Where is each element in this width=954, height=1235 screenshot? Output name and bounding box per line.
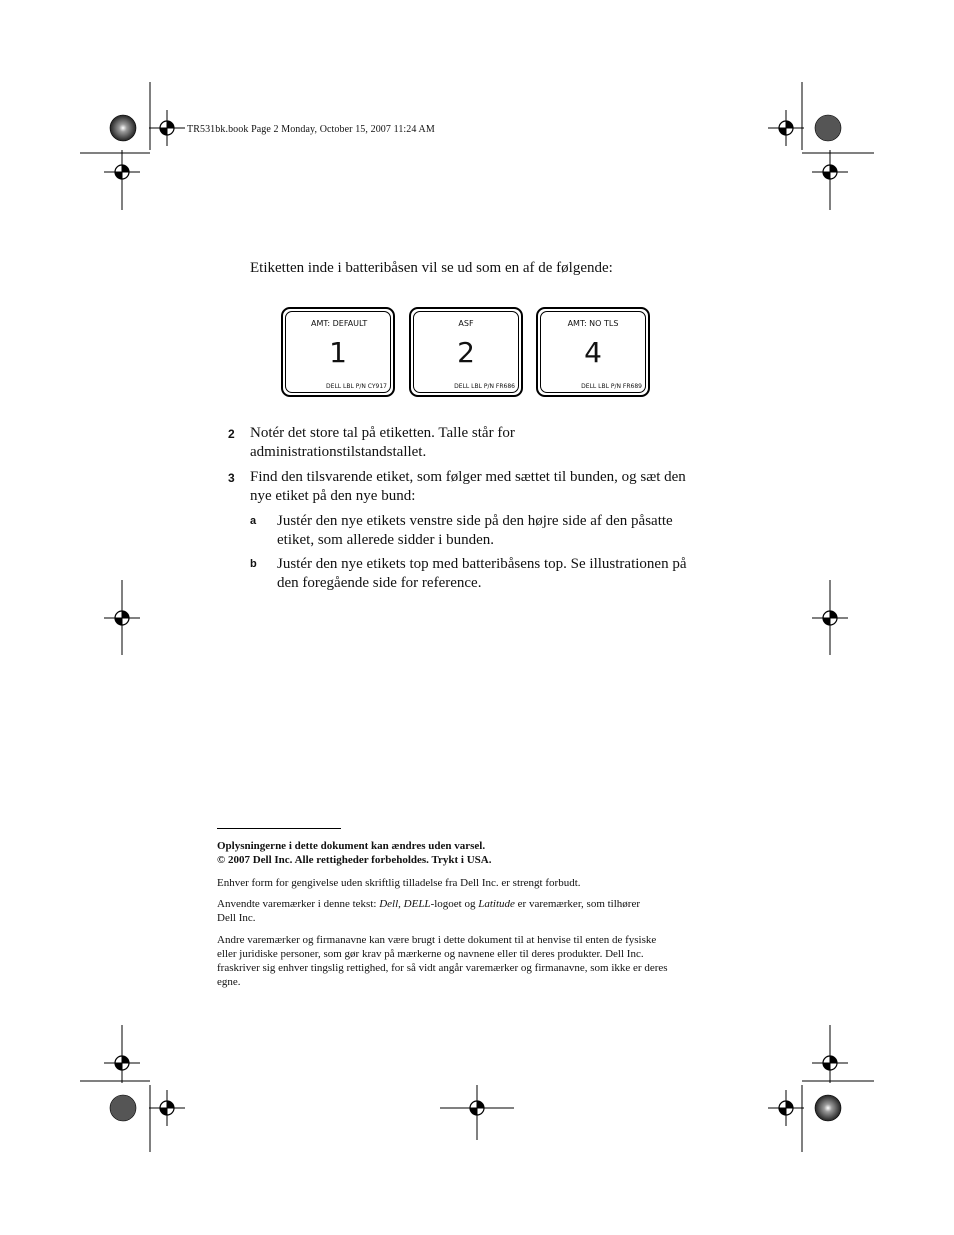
label-mode: AMT: DEFAULT (311, 319, 368, 328)
step-number: 2 (228, 427, 235, 441)
label-mode: ASF (458, 319, 474, 328)
label-part-number: DELL LBL P/N CY917 (326, 383, 387, 390)
label-card-3 (536, 307, 650, 397)
label-number: 1 (329, 336, 347, 369)
starburst-icon (815, 115, 841, 141)
starburst-icon (815, 1095, 841, 1121)
footnote-separator (217, 828, 341, 829)
intro-text: Etiketten inde i batteribåsen vil se ud som en af de følgende: (250, 260, 613, 276)
label-part-number: DELL LBL P/N FR686 (454, 383, 515, 390)
substep-letter: a (250, 515, 257, 527)
label-card-2 (409, 307, 523, 397)
notice-other-trademarks: Andre varemærker og firmanavne kan være brugt i dette dokument til at henvise til enten de fysiske eller juridiske personer, som gør krav på mærkerne og navnene eller til deres produkter. Dell Inc. fraskriver sig enhver tingslig rettighed, for så vidt angår varemærker og firmanavne, som ikke er deres egne. (217, 934, 668, 988)
notice-trademarks: Anvendte varemærker i denne tekst: Dell, DELL-logoet og Latitude er varemærker, som tilhører Dell Inc. (217, 898, 641, 924)
label-number: 4 (584, 336, 602, 369)
step-number: 3 (228, 471, 235, 485)
starburst-icon (110, 1095, 136, 1121)
notice-bold: Oplysningerne i dette dokument kan ændres uden varsel. © 2007 Dell Inc. Alle rettigheder forbeholdes. Trykt i USA. (217, 840, 492, 866)
step-text: Find den tilsvarende etiket, som følger med sættet til bunden, og sæt den nye etiket på den nye bund: (250, 469, 686, 504)
label-part-number: DELL LBL P/N FR689 (581, 383, 642, 390)
label-illustrations (281, 307, 653, 401)
substep-letter: b (250, 558, 257, 570)
label-mode: AMT: NO TLS (567, 319, 619, 328)
step-text: Notér det store tal på etiketten. Talle står for administrationstilstandstallet. (250, 425, 515, 460)
starburst-icon (110, 115, 136, 141)
label-card-1 (281, 307, 395, 397)
label-number: 2 (457, 336, 475, 369)
substep-text: Justér den nye etikets venstre side på den højre side af den påsatte etiket, som allerede sidder i bunden. (277, 513, 673, 548)
notice-copyright: Enhver form for gengivelse uden skriftlig tilladelse fra Dell Inc. er strengt forbudt. (217, 877, 581, 889)
substep-text: Justér den nye etikets top med batteribåsens top. Se illustrationen på den foregående side for reference. (277, 556, 687, 591)
book-header: TR531bk.book Page 2 Monday, October 15, 2007 11:24 AM (187, 124, 435, 135)
